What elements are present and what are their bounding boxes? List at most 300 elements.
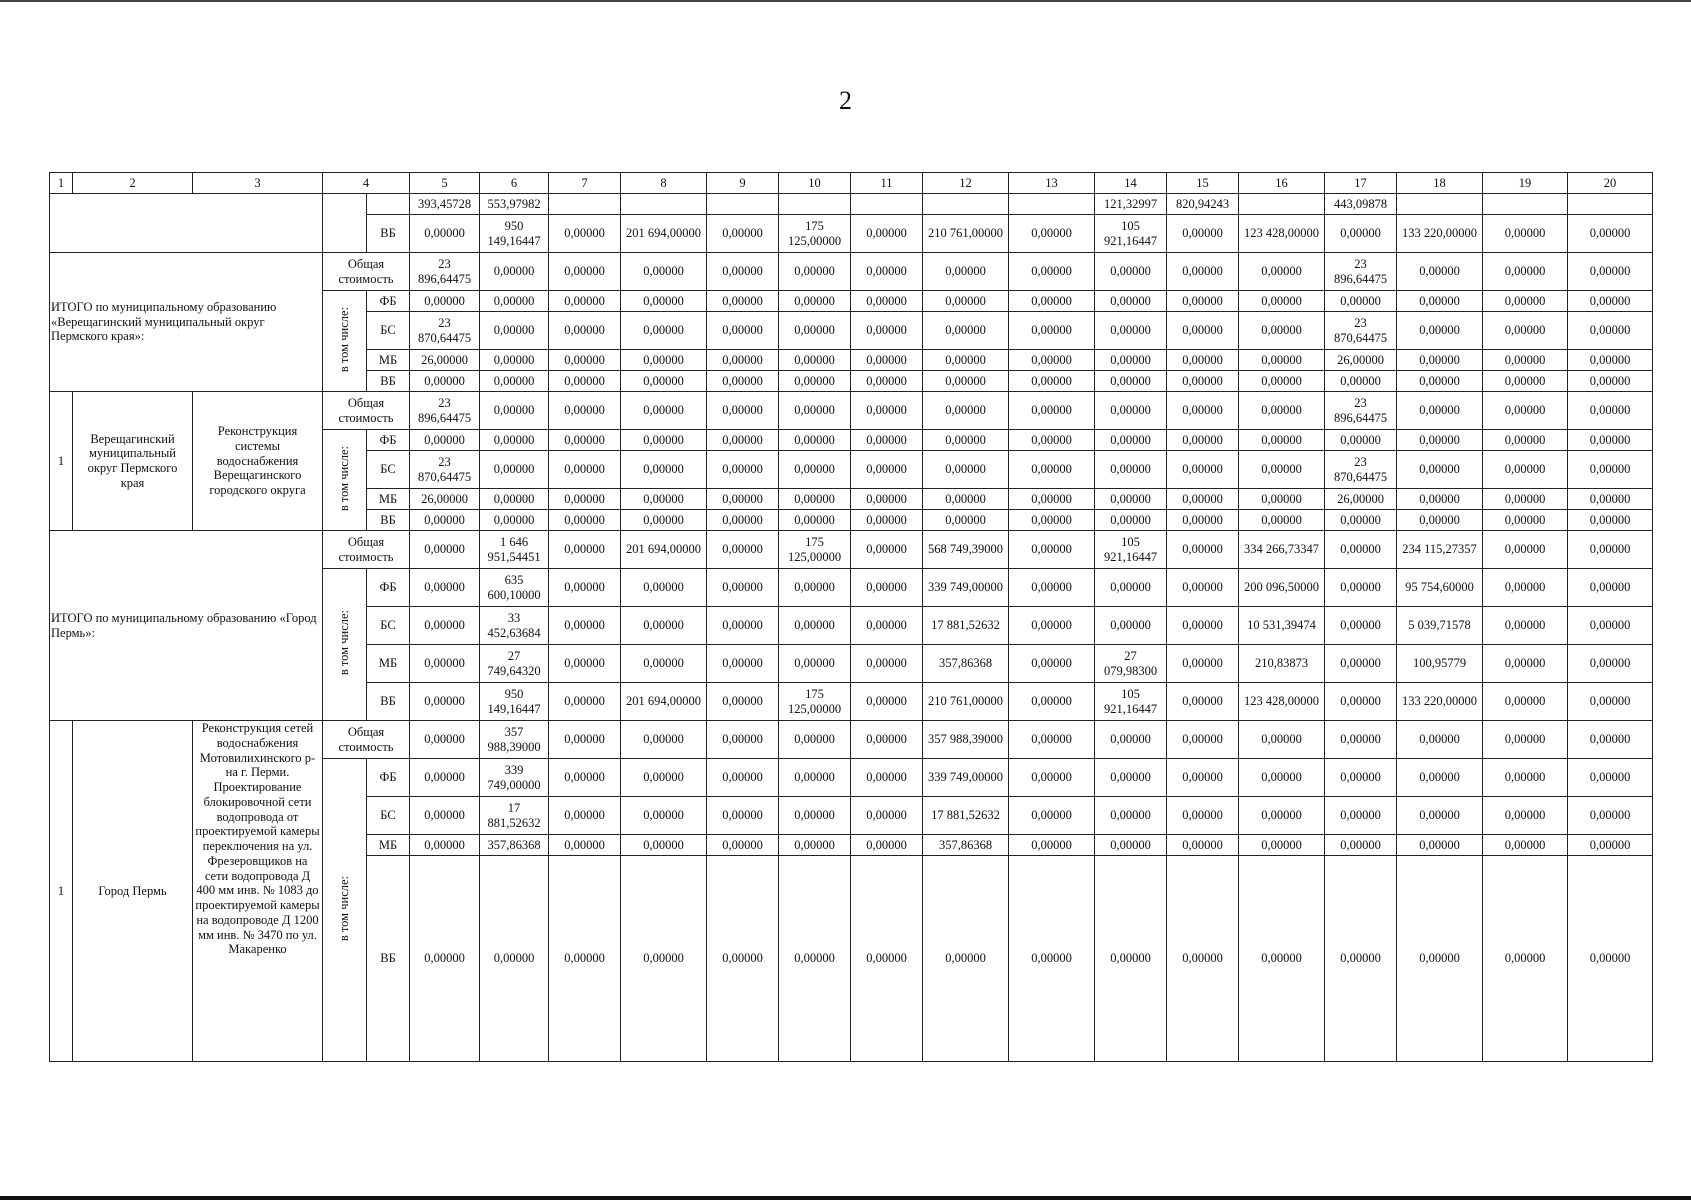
- value-cell: 0,00000: [1568, 759, 1653, 797]
- value-cell: 0,00000: [1095, 430, 1167, 451]
- value-cell: 201 694,00000: [621, 215, 707, 253]
- value-cell: 0,00000: [707, 215, 779, 253]
- value-cell: 0,00000: [549, 350, 621, 371]
- value-cell: 23 896,64475: [410, 392, 480, 430]
- fund-label: БС: [367, 451, 410, 489]
- fund-label: ФБ: [367, 291, 410, 312]
- value-cell: 0,00000: [1325, 531, 1397, 569]
- value-cell: 393,45728: [410, 194, 480, 215]
- value-cell: 0,00000: [1325, 371, 1397, 392]
- column-number: 2: [73, 173, 193, 194]
- value-cell: 0,00000: [1325, 856, 1397, 1062]
- total-label: Общая стоимость: [323, 253, 410, 291]
- value-cell: 357 988,39000: [923, 721, 1009, 759]
- value-cell: 0,00000: [1483, 683, 1568, 721]
- total-label: Общая стоимость: [323, 721, 410, 759]
- value-cell: 0,00000: [549, 645, 621, 683]
- value-cell: 0,00000: [621, 291, 707, 312]
- fund-label: ВБ: [367, 683, 410, 721]
- value-cell: 0,00000: [410, 371, 480, 392]
- column-number: 1: [50, 173, 73, 194]
- value-cell: 0,00000: [1568, 392, 1653, 430]
- fund-label: ВБ: [367, 215, 410, 253]
- value-cell: 0,00000: [1239, 312, 1325, 350]
- carry-row: [50, 194, 1653, 215]
- incl-cell: [323, 430, 367, 531]
- fund-label: ВБ: [367, 510, 410, 531]
- value-cell: 0,00000: [621, 451, 707, 489]
- value-cell: 0,00000: [851, 797, 923, 835]
- value-cell: 210 761,00000: [923, 683, 1009, 721]
- value-cell: 0,00000: [1325, 721, 1397, 759]
- scan-edge-top: [0, 0, 1691, 2]
- total-label: Общая стоимость: [323, 531, 410, 569]
- value-cell: 175 125,00000: [779, 215, 851, 253]
- value-cell: 0,00000: [1568, 312, 1653, 350]
- value-cell: 23 896,64475: [410, 253, 480, 291]
- value-cell: 0,00000: [707, 683, 779, 721]
- value-cell: 0,00000: [851, 350, 923, 371]
- value-cell: 0,00000: [549, 489, 621, 510]
- value-cell: 0,00000: [1095, 291, 1167, 312]
- value-cell: 0,00000: [480, 253, 549, 291]
- value-cell: 0,00000: [1483, 371, 1568, 392]
- value-cell: 0,00000: [1325, 510, 1397, 531]
- fund-label: БС: [367, 607, 410, 645]
- object-name-top: Реконструкция сетей водоснабжения: [201, 721, 314, 750]
- value-cell: [779, 194, 851, 215]
- value-cell: 0,00000: [480, 430, 549, 451]
- column-number: 17: [1325, 173, 1397, 194]
- value-cell: 0,00000: [410, 645, 480, 683]
- value-cell: 23 896,64475: [1325, 253, 1397, 291]
- value-cell: 0,00000: [851, 607, 923, 645]
- value-cell: 0,00000: [1095, 253, 1167, 291]
- empty-cell: [367, 194, 410, 215]
- value-cell: 23 870,64475: [410, 312, 480, 350]
- value-cell: 0,00000: [707, 569, 779, 607]
- value-cell: 0,00000: [1325, 797, 1397, 835]
- value-cell: [1397, 194, 1483, 215]
- value-cell: 5 039,71578: [1397, 607, 1483, 645]
- value-cell: 0,00000: [851, 291, 923, 312]
- value-cell: 0,00000: [410, 759, 480, 797]
- value-cell: 0,00000: [549, 683, 621, 721]
- value-cell: 0,00000: [851, 253, 923, 291]
- value-cell: 0,00000: [621, 721, 707, 759]
- value-cell: 0,00000: [410, 683, 480, 721]
- value-cell: 820,94243: [1167, 194, 1239, 215]
- value-cell: 0,00000: [707, 510, 779, 531]
- value-cell: 234 115,27357: [1397, 531, 1483, 569]
- value-cell: 0,00000: [480, 350, 549, 371]
- value-cell: 0,00000: [410, 510, 480, 531]
- value-cell: 0,00000: [1568, 856, 1653, 1062]
- column-number: 15: [1167, 173, 1239, 194]
- value-cell: 0,00000: [410, 856, 480, 1062]
- empty-cell: [50, 194, 323, 253]
- value-cell: 0,00000: [851, 569, 923, 607]
- value-cell: 0,00000: [1095, 569, 1167, 607]
- value-cell: 0,00000: [1568, 721, 1653, 759]
- value-cell: 100,95779: [1397, 645, 1483, 683]
- value-cell: 443,09878: [1325, 194, 1397, 215]
- value-cell: 0,00000: [1009, 531, 1095, 569]
- value-cell: 0,00000: [410, 531, 480, 569]
- value-cell: 200 096,50000: [1239, 569, 1325, 607]
- value-cell: 339 749,00000: [923, 759, 1009, 797]
- value-cell: 0,00000: [621, 430, 707, 451]
- value-cell: 0,00000: [621, 797, 707, 835]
- incl-cell: [323, 759, 367, 1062]
- value-cell: 0,00000: [1568, 683, 1653, 721]
- value-cell: [549, 194, 621, 215]
- value-cell: [851, 194, 923, 215]
- value-cell: 0,00000: [923, 253, 1009, 291]
- value-cell: 0,00000: [707, 489, 779, 510]
- value-cell: 0,00000: [621, 371, 707, 392]
- value-cell: 0,00000: [1095, 350, 1167, 371]
- value-cell: 0,00000: [707, 759, 779, 797]
- value-cell: 95 754,60000: [1397, 569, 1483, 607]
- value-cell: 0,00000: [779, 253, 851, 291]
- value-cell: 0,00000: [1239, 451, 1325, 489]
- value-cell: 0,00000: [1095, 721, 1167, 759]
- fund-label: ФБ: [367, 569, 410, 607]
- value-cell: 339 749,00000: [923, 569, 1009, 607]
- value-cell: 0,00000: [779, 835, 851, 856]
- value-cell: 0,00000: [1239, 430, 1325, 451]
- value-cell: 27 749,64320: [480, 645, 549, 683]
- value-cell: 0,00000: [1568, 510, 1653, 531]
- value-cell: 0,00000: [1239, 510, 1325, 531]
- value-cell: 0,00000: [549, 797, 621, 835]
- value-cell: 0,00000: [1009, 392, 1095, 430]
- value-cell: 0,00000: [549, 371, 621, 392]
- value-cell: 0,00000: [480, 371, 549, 392]
- total-label: Общая стоимость: [323, 392, 410, 430]
- value-cell: 0,00000: [1325, 835, 1397, 856]
- value-cell: 0,00000: [779, 371, 851, 392]
- fund-label: МБ: [367, 835, 410, 856]
- value-cell: 553,97982: [480, 194, 549, 215]
- incl-label: в том числе:: [337, 875, 352, 941]
- value-cell: 0,00000: [621, 350, 707, 371]
- incl-label: в том числе:: [337, 610, 352, 676]
- value-cell: 0,00000: [1568, 451, 1653, 489]
- section-title: ИТОГО по муниципальному образованию «Верещагинский муниципальный округ Пермского края»:: [50, 253, 323, 392]
- value-cell: 210,83873: [1239, 645, 1325, 683]
- value-cell: 0,00000: [1167, 759, 1239, 797]
- value-cell: 0,00000: [1483, 856, 1568, 1062]
- value-cell: 0,00000: [1009, 721, 1095, 759]
- value-cell: 0,00000: [779, 759, 851, 797]
- value-cell: 0,00000: [1397, 759, 1483, 797]
- value-cell: 0,00000: [1568, 350, 1653, 371]
- fund-label: ВБ: [367, 371, 410, 392]
- value-cell: 0,00000: [1239, 759, 1325, 797]
- value-cell: 0,00000: [549, 312, 621, 350]
- value-cell: 0,00000: [1009, 253, 1095, 291]
- value-cell: 105 921,16447: [1095, 531, 1167, 569]
- object-name: Реконструкция системы водоснабжения Верещагинского городского округа: [193, 392, 323, 531]
- value-cell: 0,00000: [621, 510, 707, 531]
- value-cell: 0,00000: [410, 215, 480, 253]
- value-cell: 0,00000: [1397, 291, 1483, 312]
- value-cell: 0,00000: [1167, 451, 1239, 489]
- column-number: 3: [193, 173, 323, 194]
- value-cell: 0,00000: [1095, 510, 1167, 531]
- value-cell: 0,00000: [1483, 350, 1568, 371]
- value-cell: 357 988,39000: [480, 721, 549, 759]
- value-cell: 0,00000: [549, 835, 621, 856]
- value-cell: 0,00000: [621, 835, 707, 856]
- value-cell: 210 761,00000: [923, 215, 1009, 253]
- municipality-name: Верещагинский муниципальный округ Пермского края: [73, 392, 193, 531]
- value-cell: 0,00000: [410, 291, 480, 312]
- value-cell: 0,00000: [1325, 215, 1397, 253]
- value-cell: 123 428,00000: [1239, 215, 1325, 253]
- value-cell: 0,00000: [1568, 489, 1653, 510]
- value-cell: 0,00000: [480, 489, 549, 510]
- value-cell: 0,00000: [1095, 392, 1167, 430]
- value-cell: 133 220,00000: [1397, 683, 1483, 721]
- column-number: 19: [1483, 173, 1568, 194]
- value-cell: 0,00000: [923, 510, 1009, 531]
- value-cell: 0,00000: [779, 350, 851, 371]
- value-cell: 105 921,16447: [1095, 215, 1167, 253]
- value-cell: 10 531,39474: [1239, 607, 1325, 645]
- value-cell: 0,00000: [549, 510, 621, 531]
- value-cell: 0,00000: [1167, 645, 1239, 683]
- value-cell: 0,00000: [1397, 489, 1483, 510]
- value-cell: 635 600,10000: [480, 569, 549, 607]
- incl-cell: [323, 569, 367, 721]
- value-cell: 357,86368: [923, 835, 1009, 856]
- value-cell: 0,00000: [1483, 797, 1568, 835]
- value-cell: 0,00000: [779, 392, 851, 430]
- value-cell: 0,00000: [923, 350, 1009, 371]
- value-cell: 0,00000: [1483, 569, 1568, 607]
- value-cell: 0,00000: [1325, 759, 1397, 797]
- column-number: 6: [480, 173, 549, 194]
- incl-label: в том числе:: [337, 445, 352, 511]
- value-cell: 0,00000: [1568, 371, 1653, 392]
- value-cell: 0,00000: [480, 312, 549, 350]
- object-name: [193, 721, 323, 1062]
- value-cell: 0,00000: [1239, 253, 1325, 291]
- value-cell: 0,00000: [1095, 312, 1167, 350]
- value-cell: 0,00000: [1167, 721, 1239, 759]
- value-cell: 0,00000: [480, 856, 549, 1062]
- value-cell: 0,00000: [851, 430, 923, 451]
- column-number: 5: [410, 173, 480, 194]
- value-cell: 0,00000: [1397, 350, 1483, 371]
- scan-edge-bottom: [0, 1196, 1691, 1200]
- value-cell: 0,00000: [1325, 683, 1397, 721]
- value-cell: 334 266,73347: [1239, 531, 1325, 569]
- value-cell: 0,00000: [1009, 430, 1095, 451]
- value-cell: 0,00000: [1483, 253, 1568, 291]
- value-cell: 26,00000: [1325, 350, 1397, 371]
- column-number: 7: [549, 173, 621, 194]
- value-cell: 0,00000: [923, 451, 1009, 489]
- value-cell: 0,00000: [779, 510, 851, 531]
- value-cell: 0,00000: [410, 430, 480, 451]
- total-row: [50, 721, 1653, 759]
- value-cell: 121,32997: [1095, 194, 1167, 215]
- value-cell: 950 149,16447: [480, 683, 549, 721]
- value-cell: 0,00000: [851, 371, 923, 392]
- value-cell: 0,00000: [1568, 215, 1653, 253]
- column-number: 8: [621, 173, 707, 194]
- value-cell: 175 125,00000: [779, 683, 851, 721]
- value-cell: 201 694,00000: [621, 531, 707, 569]
- value-cell: 0,00000: [549, 253, 621, 291]
- value-cell: 0,00000: [707, 856, 779, 1062]
- value-cell: 0,00000: [480, 451, 549, 489]
- object-name-rest: Мотовилихинского р-на г. Перми. Проектирование блокировочной сети водопровода от проектируемой камеры переключения на ул. Фрезеровщиков на сети водопровода Д 400 мм инв. № 1083 до проектируемой камеры на водопроводе Д 1200 мм инв. № 3470 по ул. Макаренко: [195, 750, 320, 957]
- value-cell: 0,00000: [1483, 759, 1568, 797]
- value-cell: 0,00000: [1095, 489, 1167, 510]
- value-cell: 0,00000: [480, 392, 549, 430]
- value-cell: 0,00000: [549, 856, 621, 1062]
- value-cell: 0,00000: [1095, 856, 1167, 1062]
- value-cell: 0,00000: [1483, 430, 1568, 451]
- value-cell: [621, 194, 707, 215]
- value-cell: 0,00000: [1483, 607, 1568, 645]
- value-cell: 0,00000: [549, 569, 621, 607]
- value-cell: [923, 194, 1009, 215]
- value-cell: 339 749,00000: [480, 759, 549, 797]
- column-number: 13: [1009, 173, 1095, 194]
- value-cell: 0,00000: [1167, 683, 1239, 721]
- value-cell: 0,00000: [1239, 291, 1325, 312]
- incl-label: в том числе:: [337, 306, 352, 372]
- value-cell: 0,00000: [923, 392, 1009, 430]
- value-cell: 201 694,00000: [621, 683, 707, 721]
- project-number: 1: [50, 721, 73, 1062]
- value-cell: 0,00000: [1167, 797, 1239, 835]
- column-number: 14: [1095, 173, 1167, 194]
- value-cell: 0,00000: [480, 291, 549, 312]
- fund-label: МБ: [367, 350, 410, 371]
- value-cell: 0,00000: [1009, 759, 1095, 797]
- value-cell: 26,00000: [1325, 489, 1397, 510]
- fund-label: ФБ: [367, 430, 410, 451]
- value-cell: 0,00000: [779, 721, 851, 759]
- fund-label: ФБ: [367, 759, 410, 797]
- value-cell: 0,00000: [1568, 291, 1653, 312]
- value-cell: 0,00000: [549, 721, 621, 759]
- column-number: 11: [851, 173, 923, 194]
- value-cell: 0,00000: [1009, 291, 1095, 312]
- value-cell: 0,00000: [707, 291, 779, 312]
- section-title: ИТОГО по муниципальному образованию «Город Пермь»:: [50, 531, 323, 721]
- value-cell: 0,00000: [923, 489, 1009, 510]
- total-row: [50, 392, 1653, 430]
- value-cell: 0,00000: [779, 797, 851, 835]
- value-cell: 0,00000: [1397, 253, 1483, 291]
- value-cell: 0,00000: [1568, 253, 1653, 291]
- table-body: [50, 173, 1653, 1062]
- value-cell: 0,00000: [1095, 835, 1167, 856]
- value-cell: 0,00000: [1483, 451, 1568, 489]
- value-cell: 0,00000: [1009, 451, 1095, 489]
- value-cell: 0,00000: [707, 350, 779, 371]
- empty-cell: [323, 194, 367, 253]
- value-cell: 0,00000: [549, 531, 621, 569]
- value-cell: 0,00000: [1009, 350, 1095, 371]
- value-cell: 0,00000: [1009, 510, 1095, 531]
- value-cell: 0,00000: [1483, 510, 1568, 531]
- value-cell: 0,00000: [1325, 569, 1397, 607]
- value-cell: 0,00000: [410, 607, 480, 645]
- value-cell: 0,00000: [621, 312, 707, 350]
- value-cell: 0,00000: [1239, 721, 1325, 759]
- budget-table: [49, 172, 1653, 1062]
- value-cell: 0,00000: [1167, 835, 1239, 856]
- value-cell: 0,00000: [549, 215, 621, 253]
- value-cell: 23 870,64475: [410, 451, 480, 489]
- value-cell: 0,00000: [1167, 350, 1239, 371]
- value-cell: 0,00000: [1325, 291, 1397, 312]
- value-cell: 0,00000: [851, 312, 923, 350]
- value-cell: 0,00000: [707, 797, 779, 835]
- value-cell: 23 896,64475: [1325, 392, 1397, 430]
- fund-label: МБ: [367, 645, 410, 683]
- value-cell: 0,00000: [1568, 569, 1653, 607]
- value-cell: 0,00000: [1239, 350, 1325, 371]
- value-cell: 0,00000: [1483, 721, 1568, 759]
- value-cell: 0,00000: [1009, 856, 1095, 1062]
- value-cell: 0,00000: [549, 430, 621, 451]
- value-cell: 0,00000: [779, 489, 851, 510]
- value-cell: 0,00000: [851, 392, 923, 430]
- value-cell: 0,00000: [1239, 392, 1325, 430]
- value-cell: 0,00000: [1483, 291, 1568, 312]
- value-cell: 0,00000: [779, 856, 851, 1062]
- value-cell: 0,00000: [549, 607, 621, 645]
- value-cell: 0,00000: [621, 253, 707, 291]
- value-cell: 0,00000: [1483, 215, 1568, 253]
- value-cell: 0,00000: [1568, 607, 1653, 645]
- incl-cell: [323, 291, 367, 392]
- value-cell: 0,00000: [707, 451, 779, 489]
- value-cell: 175 125,00000: [779, 531, 851, 569]
- value-cell: 0,00000: [1167, 291, 1239, 312]
- value-cell: 357,86368: [923, 645, 1009, 683]
- value-cell: 0,00000: [707, 312, 779, 350]
- value-cell: 0,00000: [1483, 392, 1568, 430]
- value-cell: 0,00000: [621, 645, 707, 683]
- column-number: 9: [707, 173, 779, 194]
- value-cell: 105 921,16447: [1095, 683, 1167, 721]
- value-cell: 0,00000: [1095, 371, 1167, 392]
- value-cell: 0,00000: [1167, 215, 1239, 253]
- value-cell: 0,00000: [621, 607, 707, 645]
- value-cell: 0,00000: [851, 215, 923, 253]
- value-cell: 0,00000: [1239, 835, 1325, 856]
- value-cell: 0,00000: [1397, 451, 1483, 489]
- column-number: 12: [923, 173, 1009, 194]
- value-cell: 0,00000: [1167, 371, 1239, 392]
- value-cell: 0,00000: [1239, 856, 1325, 1062]
- value-cell: 0,00000: [621, 569, 707, 607]
- value-cell: 0,00000: [621, 759, 707, 797]
- value-cell: 0,00000: [1167, 430, 1239, 451]
- fund-label: ВБ: [367, 856, 410, 1062]
